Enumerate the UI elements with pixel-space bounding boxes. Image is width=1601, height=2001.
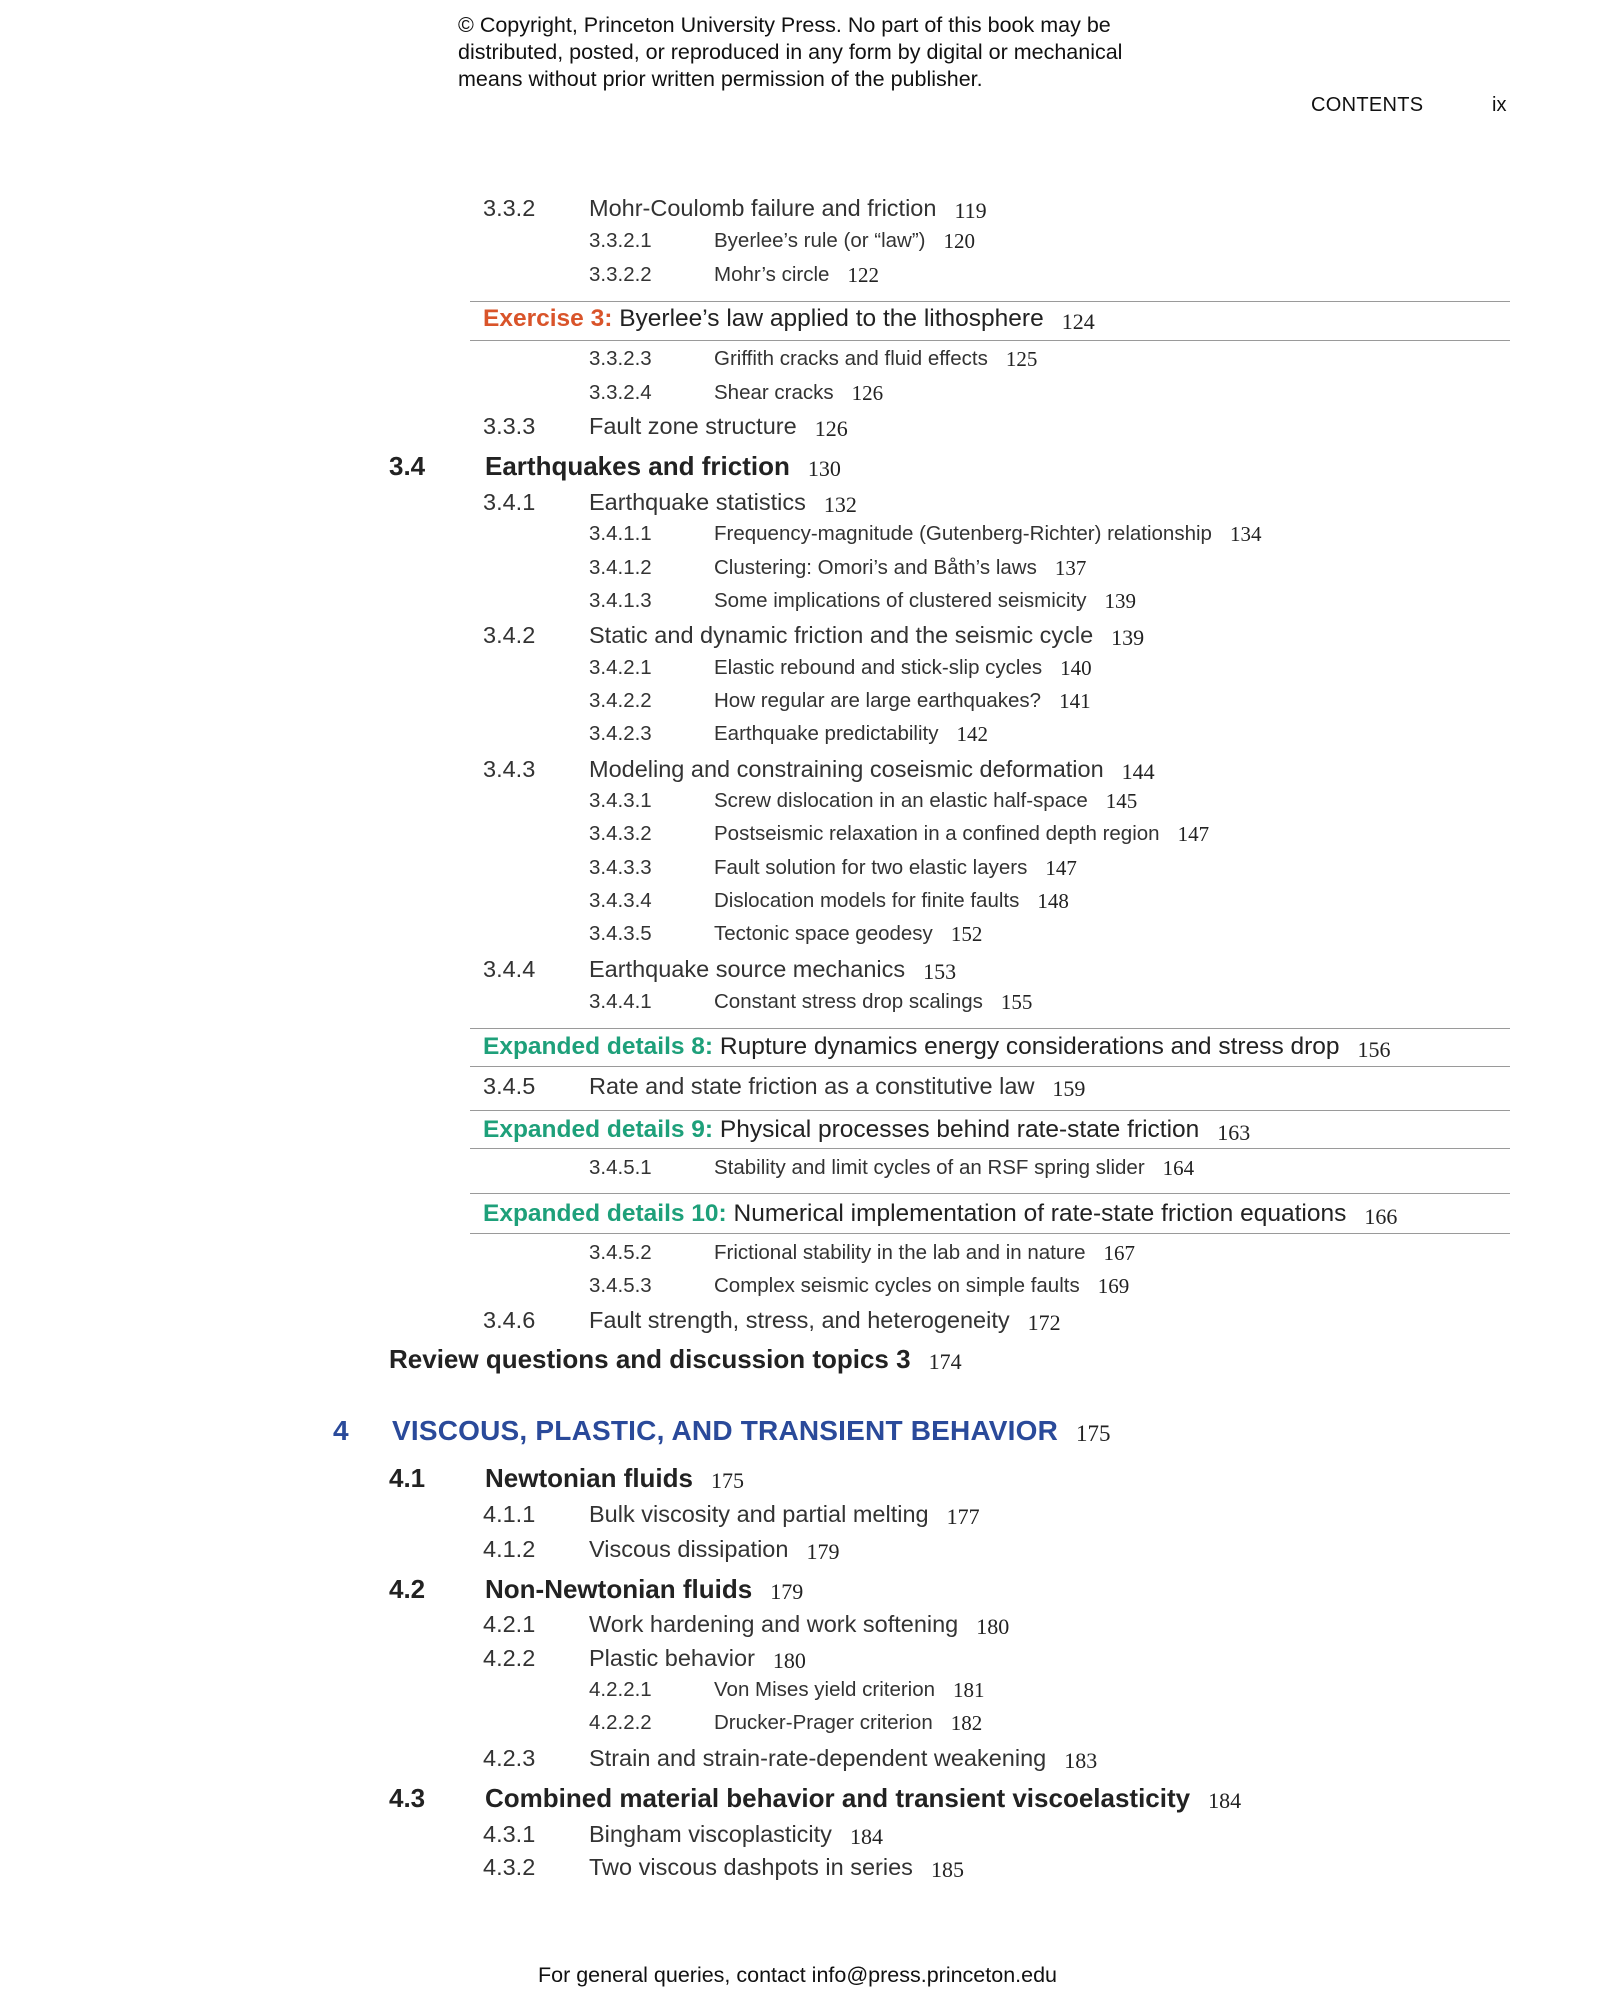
toc-entry-title: Complex seismic cycles on simple faults xyxy=(714,1274,1080,1297)
toc-entry-title: Bulk viscosity and partial melting xyxy=(589,1501,929,1527)
box-rule xyxy=(470,1028,1510,1029)
toc-entry-page: 184 xyxy=(1208,1788,1242,1813)
toc-entry-number: 3.4.1.1 xyxy=(589,522,652,545)
footer-contact: For general queries, contact info@press.princeton.edu xyxy=(538,1963,1058,1987)
toc-entry-page: 130 xyxy=(807,456,841,481)
toc-entry-page: 147 xyxy=(1177,822,1210,846)
toc-entry-page: 140 xyxy=(1060,656,1092,680)
toc-entry-title: Earthquake predictability xyxy=(714,722,939,745)
toc-entry-number: 3.3.2.2 xyxy=(589,263,652,286)
toc-entry-title: Rate and state friction as a constitutive law xyxy=(589,1073,1035,1099)
toc-entry-number: 4.2.2.1 xyxy=(589,1678,652,1701)
toc-entry-title: Earthquake source mechanics xyxy=(589,956,906,982)
toc-entry-number: 3.3.3 xyxy=(483,413,536,439)
toc-entry-page: 179 xyxy=(770,1579,804,1604)
toc-entry-page: 185 xyxy=(930,1857,964,1882)
toc-entry-page: 164 xyxy=(1162,1156,1195,1180)
toc-entry-page: 124 xyxy=(1061,309,1095,334)
toc-entry-title: Static and dynamic friction and the seismic cycle xyxy=(589,622,1094,648)
toc-entry-title xyxy=(483,1033,1340,1061)
toc-entry-title: Drucker-Prager criterion xyxy=(714,1711,933,1734)
toc-entry-number: 3.4.4.1 xyxy=(589,990,652,1013)
toc-entry-title: Clustering: Omori’s and Båth’s laws xyxy=(714,556,1037,579)
toc-entry-title xyxy=(483,1116,1199,1144)
box-rule xyxy=(470,1233,1510,1234)
toc-entry-page: 142 xyxy=(956,722,988,746)
toc-entry-title: Tectonic space geodesy xyxy=(714,922,933,945)
toc-entry-title: How regular are large earthquakes? xyxy=(714,689,1042,712)
expanded-details-label: Expanded details 8: xyxy=(483,1033,714,1060)
toc-entry-page: 122 xyxy=(847,263,879,287)
toc-entry-number: 3.4.4 xyxy=(483,956,536,982)
toc-entry-title: Mohr’s circle xyxy=(714,263,830,286)
toc-entry-title: Earthquake statistics xyxy=(589,489,806,515)
toc-entry-title: Modeling and constraining coseismic deformation xyxy=(589,756,1104,782)
toc-entry-page: 144 xyxy=(1121,759,1155,784)
toc-entry-page: 159 xyxy=(1052,1076,1086,1101)
toc-entry-number: 3.4.3.5 xyxy=(589,922,652,945)
toc-entry-title: Frequency-magnitude (Gutenberg-Richter) relationship xyxy=(714,522,1212,545)
toc-entry-page: 120 xyxy=(943,229,976,253)
toc-entry-title: Mohr-Coulomb failure and friction xyxy=(589,195,937,221)
toc-entry-title: Bingham viscoplasticity xyxy=(589,1821,832,1847)
toc-entry-title: Two viscous dashpots in series xyxy=(589,1854,913,1880)
box-rule xyxy=(470,301,1510,302)
toc-entry-number: 3.4.2 xyxy=(483,622,536,648)
toc-entry-number: 3.4.2.3 xyxy=(589,722,652,745)
toc-entry-number: 4.1 xyxy=(389,1463,426,1493)
toc-entry-page: 175 xyxy=(711,1468,744,1493)
toc-entry-number: 4.1.1 xyxy=(483,1501,536,1527)
toc-entry-page: 174 xyxy=(928,1349,962,1374)
box-title-text: Physical processes behind rate-state friction xyxy=(713,1116,1200,1143)
toc-entry-page: 180 xyxy=(772,1648,806,1673)
toc-entry-number: 3.3.2.4 xyxy=(589,381,652,404)
toc-entry-page: 152 xyxy=(950,922,983,946)
toc-entry-title: Shear cracks xyxy=(714,381,834,404)
toc-entry-page: 139 xyxy=(1111,625,1145,650)
toc-entry-title: Viscous dissipation xyxy=(589,1536,789,1562)
toc-entry-title: Fault solution for two elastic layers xyxy=(714,856,1028,879)
toc-entry-title: Review questions and discussion topics 3 xyxy=(389,1344,911,1374)
toc-entry-number: 3.4.1.2 xyxy=(589,556,652,579)
toc-entry-page: 183 xyxy=(1064,1748,1098,1773)
toc-entry-title: Von Mises yield criterion xyxy=(714,1678,936,1701)
toc-entry-title: Stability and limit cycles of an RSF spring slider xyxy=(714,1156,1145,1179)
toc-entry-title: Work hardening and work softening xyxy=(589,1611,959,1637)
toc-entry-title: Earthquakes and friction xyxy=(485,451,790,481)
toc-entry-page: 179 xyxy=(806,1539,840,1564)
toc-entry-number: 3.4.6 xyxy=(483,1307,536,1333)
toc-entry-page: 134 xyxy=(1229,522,1262,546)
toc-entry-number: 3.4.5.2 xyxy=(589,1241,652,1264)
toc-entry-page: 132 xyxy=(823,492,857,517)
toc-entry-title: Dislocation models for finite faults xyxy=(714,889,1020,912)
toc-entry-page: 184 xyxy=(849,1824,883,1849)
toc-entry-page: 177 xyxy=(946,1504,980,1529)
toc-entry-page: 126 xyxy=(814,416,848,441)
exercise-label: Exercise 3: xyxy=(483,305,613,332)
toc-entry-page: 156 xyxy=(1357,1037,1391,1062)
toc-entry-page: 182 xyxy=(950,1711,983,1735)
toc-entry-title: Strain and strain-rate-dependent weakening xyxy=(589,1745,1047,1771)
page-number: ix xyxy=(1492,94,1507,116)
box-rule xyxy=(470,1110,1510,1111)
toc-entry-number: 3.4.2.1 xyxy=(589,656,652,679)
toc-entry-page: 169 xyxy=(1097,1274,1130,1298)
copyright-line: distributed, posted, or reproduced in any form by digital or mechanical xyxy=(458,40,1123,64)
toc-entry-number: 3.4.3.3 xyxy=(589,856,652,879)
toc-entry-title: Elastic rebound and stick-slip cycles xyxy=(714,656,1043,679)
expanded-details-label: Expanded details 9: xyxy=(483,1116,714,1143)
toc-entry-page: 141 xyxy=(1059,689,1091,713)
toc-entry-title: Postseismic relaxation in a confined depth region xyxy=(714,822,1160,845)
toc-entry-page: 125 xyxy=(1005,347,1038,371)
box-rule xyxy=(470,1148,1510,1149)
toc-entry-title: Frictional stability in the lab and in nature xyxy=(714,1241,1086,1264)
toc-entry-number: 3.4.3 xyxy=(483,756,536,782)
toc-entry-number: 4.2.1 xyxy=(483,1611,536,1637)
toc-entry-number: 4.2 xyxy=(389,1574,426,1604)
toc-entry-number: 4.1.2 xyxy=(483,1536,536,1562)
copyright-line: means without prior written permission of the publisher. xyxy=(458,67,983,91)
toc-entry-page: 145 xyxy=(1105,789,1138,813)
toc-entry-page: 126 xyxy=(851,381,884,405)
toc-entry-page: 148 xyxy=(1037,889,1069,913)
toc-entry-number: 3.4.2.2 xyxy=(589,689,652,712)
toc-entry-page: 139 xyxy=(1104,589,1137,613)
toc-entry-number: 3.4.5.3 xyxy=(589,1274,652,1297)
toc-entry-title: VISCOUS, PLASTIC, AND TRANSIENT BEHAVIOR xyxy=(392,1415,1059,1446)
toc-entry-number: 4.2.2.2 xyxy=(589,1711,652,1734)
toc-entry-number: 3.4.3.4 xyxy=(589,889,652,912)
toc-entry-page: 180 xyxy=(976,1614,1010,1639)
toc-entry-title: Non-Newtonian fluids xyxy=(485,1574,753,1604)
toc-entry-page: 119 xyxy=(954,198,987,223)
running-head: CONTENTS xyxy=(1311,94,1424,116)
toc-entry-number: 3.4.3.1 xyxy=(589,789,652,812)
toc-entry-number: 4.2.2 xyxy=(483,1645,536,1671)
toc-entry-title: Fault strength, stress, and heterogeneity xyxy=(589,1307,1010,1333)
toc-entry-title: Plastic behavior xyxy=(589,1645,755,1671)
toc-entry-number: 3.4.1 xyxy=(483,489,536,515)
toc-entry-number: 3.4 xyxy=(389,451,426,481)
toc-entry-title: Fault zone structure xyxy=(589,413,797,439)
box-rule xyxy=(470,1193,1510,1194)
toc-entry-title: Combined material behavior and transient viscoelasticity xyxy=(485,1783,1191,1813)
box-rule xyxy=(470,340,1510,341)
toc-entry-page: 153 xyxy=(923,959,957,984)
toc-entry-title: Some implications of clustered seismicity xyxy=(714,589,1087,612)
toc-entry-number: 4.3.2 xyxy=(483,1854,536,1880)
toc-entry-page: 147 xyxy=(1045,856,1077,880)
box-title-text: Numerical implementation of rate-state friction equations xyxy=(726,1200,1347,1227)
toc-entry-number: 3.4.5.1 xyxy=(589,1156,652,1179)
box-title-text: Byerlee’s law applied to the lithosphere xyxy=(612,305,1044,332)
toc-entry-number: 3.3.2 xyxy=(483,195,536,221)
toc-entry-number: 4.3 xyxy=(389,1783,426,1813)
toc-entry-page: 172 xyxy=(1027,1310,1061,1335)
toc-entry-title: Screw dislocation in an elastic half-space xyxy=(714,789,1088,812)
toc-entry-number: 3.3.2.3 xyxy=(589,347,652,370)
toc-entry-title xyxy=(483,305,1044,333)
toc-entry-page: 175 xyxy=(1076,1421,1111,1446)
toc-entry-title: Constant stress drop scalings xyxy=(714,990,983,1013)
box-rule xyxy=(470,1066,1510,1067)
toc-entry-page: 167 xyxy=(1103,1241,1135,1265)
toc-entry-number: 3.4.3.2 xyxy=(589,822,652,845)
toc-entry-number: 4.3.1 xyxy=(483,1821,536,1847)
toc-entry-page: 137 xyxy=(1054,556,1087,580)
toc-entry-number: 3.4.5 xyxy=(483,1073,536,1099)
toc-entry-page: 155 xyxy=(1000,990,1033,1014)
toc-entry-title: Byerlee’s rule (or “law”) xyxy=(714,229,926,252)
toc-entry-number: 4.2.3 xyxy=(483,1745,536,1771)
toc-entry-page: 181 xyxy=(953,1678,985,1702)
toc-entry-title: Newtonian fluids xyxy=(485,1463,693,1493)
toc-entry-number: 3.4.1.3 xyxy=(589,589,652,612)
box-title-text: Rupture dynamics energy considerations and stress drop xyxy=(713,1033,1340,1060)
toc-entry-title xyxy=(483,1200,1346,1228)
toc-entry-number: 3.3.2.1 xyxy=(589,229,652,252)
toc-entry-page: 163 xyxy=(1217,1120,1251,1145)
toc-entry-page: 166 xyxy=(1364,1204,1398,1229)
copyright-line: © Copyright, Princeton University Press. No part of this book may be xyxy=(458,13,1111,37)
toc-entry-number: 4 xyxy=(333,1415,349,1446)
toc-entry-title: Griffith cracks and fluid effects xyxy=(714,347,988,370)
expanded-details-label: Expanded details 10: xyxy=(483,1200,727,1227)
